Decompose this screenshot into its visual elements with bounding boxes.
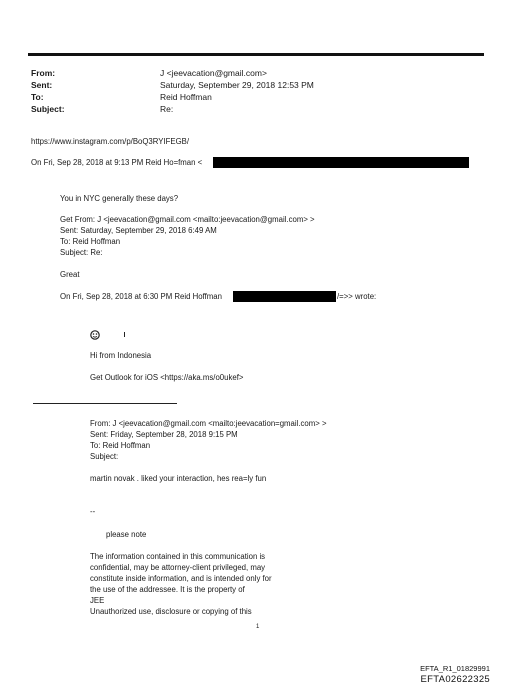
sent-value: Saturday, September 29, 2018 12:53 PM xyxy=(160,80,314,90)
to-label: To: xyxy=(31,92,44,102)
on-line-2b: /=>> wrote: xyxy=(337,292,377,301)
great-text: Great xyxy=(60,270,80,279)
disclaimer-line-3: constitute inside information, and is intended only for xyxy=(90,574,272,583)
martin-text: martin novak . liked your interaction, hes rea=ly fun xyxy=(90,474,267,483)
divider-rule xyxy=(33,403,177,404)
footer-id-1: EFTA_R1_01829991 xyxy=(420,664,490,673)
disclaimer-line-2: confidential, may be attorney-client privileged, may xyxy=(90,563,266,572)
from-label: From: xyxy=(31,68,56,78)
on-line-2a: On Fri, Sep 28, 2018 at 6:30 PM Reid Hoffman xyxy=(60,292,222,301)
instagram-link[interactable]: https://www.instagram.com/p/BoQ3RYIFEGB/ xyxy=(31,137,190,146)
tick-mark xyxy=(124,332,125,337)
disclaimer-line-4: the use of the addressee. It is the property of xyxy=(90,585,245,594)
disclaimer-line-1: The information contained in this communication is xyxy=(90,552,266,561)
footer-id-2: EFTA02622325 xyxy=(420,674,490,685)
q1-sent: Sent: Saturday, September 29, 2018 6:49 AM xyxy=(60,226,217,235)
hi-text: Hi from Indonesia xyxy=(90,351,152,360)
q2-sent: Sent: Friday, September 28, 2018 9:15 PM xyxy=(90,430,238,439)
q1-subject: Subject: Re: xyxy=(60,248,103,257)
redaction-bar xyxy=(233,291,336,302)
q1-to: To: Reid Hoffman xyxy=(60,237,121,246)
disclaimer-line-5: JEE xyxy=(90,596,105,605)
subject-label: Subject: xyxy=(31,104,65,114)
page-number: 1 xyxy=(256,624,260,630)
q1-text: You in NYC generally these days? xyxy=(60,194,179,203)
please-note-text: please note xyxy=(106,530,147,539)
outlook-text: Get Outlook for iOS <https://aka.ms/o0ukef> xyxy=(90,373,244,382)
top-rule xyxy=(28,53,484,56)
q2-to: To: Reid Hoffman xyxy=(90,441,151,450)
q2-subject: Subject: xyxy=(90,452,119,461)
from-value: J <jeevacation@gmail.com> xyxy=(160,68,267,78)
q2-from: From: J <jeevacation@gmail.com <mailto:jeevacation=gmail.com> > xyxy=(90,419,327,428)
to-value: Reid Hoffman xyxy=(160,92,212,102)
redaction-bar xyxy=(213,157,469,168)
q1-from: Get From: J <jeevacation@gmail.com <mailto:jeevacation@gmail.com> > xyxy=(60,215,315,224)
sent-label: Sent: xyxy=(31,80,53,90)
subject-value: Re: xyxy=(160,104,174,114)
emoji-icon xyxy=(90,327,100,337)
disclaimer-line-6: Unauthorized use, disclosure or copying of this xyxy=(90,607,252,616)
dashes-text: -- xyxy=(90,507,96,516)
on-line-1: On Fri, Sep 28, 2018 at 9:13 PM Reid Ho=fman < xyxy=(31,158,203,167)
